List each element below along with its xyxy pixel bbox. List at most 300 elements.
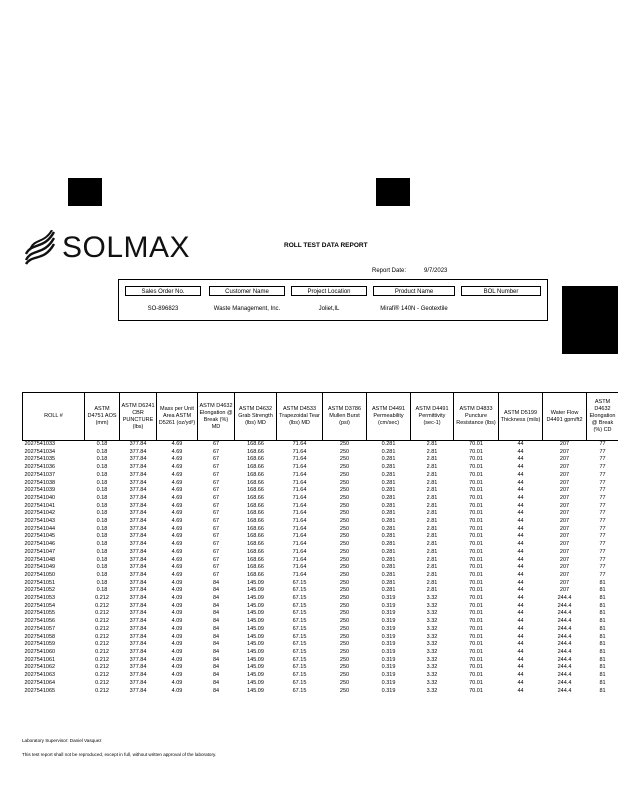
company-logo — [22, 230, 190, 266]
table-cell: 81 — [599, 602, 606, 609]
table-cell: 207 — [559, 564, 570, 571]
table-cell: 250 — [339, 648, 350, 655]
table-cell: 70.01 — [469, 548, 483, 555]
table-cell: 250 — [339, 672, 350, 679]
table-row — [23, 557, 618, 565]
table-cell: 71.64 — [292, 518, 307, 525]
info-project-location — [291, 280, 367, 320]
roll-number-cell: 2027541057 — [24, 625, 56, 632]
table-cell: 4.09 — [171, 672, 183, 679]
table-cell: 250 — [339, 479, 350, 486]
table-cell: 0.18 — [96, 533, 108, 540]
table-cell: 0.281 — [381, 533, 396, 540]
table-cell: 67.15 — [292, 648, 307, 655]
table-cell: 207 — [559, 541, 570, 548]
table-cell: 3.32 — [426, 595, 438, 602]
table-cell: 81 — [599, 595, 606, 602]
table-cell: 44 — [517, 525, 524, 532]
table-cell: 84 — [212, 602, 220, 609]
table-cell: 250 — [339, 687, 350, 694]
roll-number-cell: 2027541038 — [24, 479, 56, 486]
table-cell: 44 — [517, 641, 524, 648]
table-cell: 0.18 — [96, 471, 108, 478]
table-cell: 377.84 — [129, 687, 147, 694]
column-header: ASTM D4632 Elongation @ Break (%) MD — [198, 393, 235, 441]
table-cell: 250 — [339, 633, 350, 640]
table-cell: 0.319 — [381, 625, 396, 632]
table-cell: 77 — [599, 571, 606, 578]
table-cell: 377.84 — [129, 541, 147, 548]
table-cell: 84 — [212, 656, 220, 663]
table-cell: 4.69 — [171, 525, 183, 532]
table-cell: 250 — [339, 625, 350, 632]
table-cell: 2.81 — [426, 587, 438, 594]
table-cell: 2.81 — [426, 541, 438, 548]
table-cell: 250 — [339, 518, 350, 525]
table-cell: 168.66 — [247, 471, 264, 478]
table-cell: 71.64 — [292, 533, 307, 540]
table-cell: 67.15 — [292, 595, 307, 602]
table-cell: 168.66 — [247, 448, 264, 455]
table-cell: 67 — [212, 556, 220, 563]
table-cell: 250 — [339, 510, 350, 517]
table-cell: 3.32 — [426, 602, 438, 609]
table-cell: 0.281 — [381, 487, 396, 494]
table-cell: 84 — [212, 579, 220, 586]
table-cell: 67 — [212, 564, 220, 571]
table-cell: 0.18 — [96, 464, 108, 471]
table-cell: 250 — [339, 487, 350, 494]
table-cell: 0.18 — [96, 448, 108, 455]
table-cell: 70.01 — [469, 587, 483, 594]
table-cell: 377.84 — [129, 633, 147, 640]
table-cell: 250 — [339, 456, 350, 463]
table-cell: 70.01 — [469, 687, 483, 694]
table-cell: 0.281 — [381, 587, 396, 594]
table-cell: 0.281 — [381, 494, 396, 501]
table-cell: 77 — [599, 525, 606, 532]
table-cell: 0.281 — [381, 456, 396, 463]
table-row — [23, 595, 618, 603]
table-cell: 0.319 — [381, 664, 396, 671]
table-cell: 44 — [517, 610, 524, 617]
table-cell: 168.66 — [247, 541, 264, 548]
roll-number-cell: 2027541047 — [24, 548, 56, 555]
roll-number-cell: 2027541052 — [24, 587, 56, 594]
table-cell: 0.212 — [95, 618, 109, 625]
table-cell: 207 — [559, 510, 570, 517]
table-cell: 0.18 — [96, 487, 108, 494]
table-cell: 67 — [212, 518, 220, 525]
table-cell: 70.01 — [469, 656, 483, 663]
table-cell: 2.81 — [426, 571, 438, 578]
table-cell: 84 — [212, 648, 220, 655]
table-cell: 244.4 — [557, 664, 572, 671]
table-cell: 0.18 — [96, 494, 108, 501]
table-cell: 71.64 — [292, 556, 307, 563]
table-cell: 168.66 — [247, 456, 264, 463]
table-cell: 81 — [599, 625, 606, 632]
table-cell: 3.32 — [426, 648, 438, 655]
table-cell: 168.66 — [247, 510, 264, 517]
table-cell: 377.84 — [129, 518, 147, 525]
table-cell: 84 — [212, 610, 220, 617]
table-cell: 207 — [559, 479, 570, 486]
table-cell: 70.01 — [469, 664, 483, 671]
info-product-name — [373, 280, 455, 320]
table-cell: 4.69 — [171, 448, 183, 455]
column-header: ASTM D5199 Thickness (mils) — [499, 393, 543, 441]
table-cell: 244.4 — [557, 656, 572, 663]
table-cell: 44 — [517, 579, 524, 586]
table-cell: 4.69 — [171, 533, 183, 540]
roll-number-cell: 2027541043 — [24, 518, 56, 525]
column-header: ASTM D4491 Permeability (cm/sec) — [367, 393, 411, 441]
table-cell: 207 — [559, 494, 570, 501]
table-cell: 84 — [212, 664, 220, 671]
table-cell: 244.4 — [557, 602, 572, 609]
table-cell: 145.09 — [247, 610, 264, 617]
table-cell: 70.01 — [469, 464, 483, 471]
roll-number-cell: 2027541033 — [24, 441, 56, 447]
table-cell: 44 — [517, 595, 524, 602]
table-cell: 4.69 — [171, 441, 183, 447]
table-cell: 0.319 — [381, 610, 396, 617]
table-cell: 2.81 — [426, 479, 438, 486]
table-cell: 70.01 — [469, 525, 483, 532]
table-cell: 377.84 — [129, 679, 147, 686]
table-cell: 0.212 — [95, 664, 109, 671]
table-cell: 0.18 — [96, 571, 108, 578]
table-cell: 2.81 — [426, 548, 438, 555]
table-cell: 377.84 — [129, 672, 147, 679]
table-cell: 81 — [599, 648, 606, 655]
table-cell: 0.281 — [381, 579, 396, 586]
table-cell: 2.81 — [426, 564, 438, 571]
table-cell: 0.281 — [381, 510, 396, 517]
table-cell: 168.66 — [247, 441, 264, 447]
table-cell: 70.01 — [469, 441, 483, 447]
roll-number-cell: 2027541062 — [24, 664, 56, 671]
table-cell: 44 — [517, 625, 524, 632]
table-cell: 67.15 — [292, 610, 307, 617]
table-cell: 44 — [517, 548, 524, 555]
table-cell: 4.09 — [171, 687, 183, 694]
table-cell: 145.09 — [247, 679, 264, 686]
table-cell: 3.32 — [426, 610, 438, 617]
table-cell: 377.84 — [129, 494, 147, 501]
table-cell: 67 — [212, 525, 220, 532]
table-cell: 71.64 — [292, 571, 307, 578]
table-cell: 77 — [599, 533, 606, 540]
table-cell: 0.319 — [381, 656, 396, 663]
table-cell: 0.319 — [381, 633, 396, 640]
info-value: SO-896823 — [147, 306, 179, 313]
table-cell: 44 — [517, 679, 524, 686]
table-cell: 0.212 — [95, 610, 109, 617]
table-cell: 250 — [339, 618, 350, 625]
table-cell: 44 — [517, 587, 524, 594]
roll-number-cell: 2027541060 — [24, 648, 56, 655]
table-cell: 77 — [599, 479, 606, 486]
table-cell: 84 — [212, 679, 220, 686]
table-cell: 81 — [599, 618, 606, 625]
roll-number-cell: 2027541049 — [24, 564, 56, 571]
table-cell: 4.69 — [171, 502, 183, 509]
table-cell: 71.64 — [292, 479, 307, 486]
table-cell: 377.84 — [129, 571, 147, 578]
table-cell: 207 — [559, 571, 570, 578]
table-cell: 71.64 — [292, 448, 307, 455]
table-cell: 377.84 — [129, 656, 147, 663]
table-cell: 145.09 — [247, 641, 264, 648]
table-cell: 4.69 — [171, 518, 183, 525]
table-cell: 71.64 — [292, 456, 307, 463]
table-cell: 207 — [559, 502, 570, 509]
table-cell: 70.01 — [469, 602, 483, 609]
table-cell: 3.32 — [426, 625, 438, 632]
info-value — [461, 301, 541, 319]
roll-number-cell: 2027541053 — [24, 595, 56, 602]
table-cell: 0.319 — [381, 595, 396, 602]
table-cell: 67.15 — [292, 633, 307, 640]
info-value: Joliet,IL — [318, 306, 340, 313]
table-cell: 377.84 — [129, 641, 147, 648]
table-cell: 0.18 — [96, 587, 108, 594]
table-cell: 377.84 — [129, 456, 147, 463]
table-cell: 145.09 — [247, 602, 264, 609]
table-cell: 44 — [517, 494, 524, 501]
table-row — [23, 603, 618, 611]
table-cell: 0.18 — [96, 518, 108, 525]
table-cell: 377.84 — [129, 502, 147, 509]
table-cell: 0.281 — [381, 556, 396, 563]
info-header: Project Location — [291, 286, 367, 296]
table-cell: 70.01 — [469, 502, 483, 509]
table-cell: 77 — [599, 441, 606, 447]
table-cell: 67.15 — [292, 679, 307, 686]
column-header: ASTM D3786 Mullen Burst (psi) — [323, 393, 367, 441]
roll-number-cell: 2027541046 — [24, 541, 56, 548]
table-cell: 44 — [517, 502, 524, 509]
column-header: ROLL # — [23, 393, 85, 441]
table-cell: 4.09 — [171, 656, 183, 663]
table-cell: 4.09 — [171, 625, 183, 632]
table-cell: 77 — [599, 494, 606, 501]
table-cell: 0.212 — [95, 641, 109, 648]
table-cell: 44 — [517, 487, 524, 494]
table-cell: 4.09 — [171, 664, 183, 671]
table-cell: 81 — [599, 587, 606, 594]
table-cell: 0.18 — [96, 525, 108, 532]
table-cell: 70.01 — [469, 672, 483, 679]
table-cell: 70.01 — [469, 610, 483, 617]
table-row — [23, 472, 618, 480]
table-cell: 168.66 — [247, 525, 264, 532]
table-cell: 67.15 — [292, 656, 307, 663]
table-cell: 244.4 — [557, 625, 572, 632]
table-cell: 70.01 — [469, 456, 483, 463]
table-cell: 4.69 — [171, 479, 183, 486]
table-cell: 377.84 — [129, 587, 147, 594]
table-cell: 67 — [212, 487, 220, 494]
table-row — [23, 549, 618, 557]
table-cell: 70.01 — [469, 579, 483, 586]
table-cell: 207 — [559, 448, 570, 455]
table-cell: 2.81 — [426, 494, 438, 501]
table-cell: 77 — [599, 518, 606, 525]
table-cell: 77 — [599, 487, 606, 494]
table-row — [23, 564, 618, 572]
table-cell: 67.15 — [292, 625, 307, 632]
table-cell: 145.09 — [247, 648, 264, 655]
table-cell: 70.01 — [469, 595, 483, 602]
table-row — [23, 518, 618, 526]
roll-number-cell: 2027541065 — [24, 687, 56, 694]
table-cell: 0.212 — [95, 602, 109, 609]
table-cell: 81 — [599, 610, 606, 617]
table-cell: 0.212 — [95, 679, 109, 686]
table-cell: 244.4 — [557, 679, 572, 686]
table-cell: 67.15 — [292, 579, 307, 586]
table-cell: 2.81 — [426, 456, 438, 463]
table-cell: 377.84 — [129, 579, 147, 586]
table-cell: 0.319 — [381, 641, 396, 648]
table-cell: 0.18 — [96, 556, 108, 563]
roll-number-cell: 2027541061 — [24, 656, 56, 663]
table-cell: 2.81 — [426, 448, 438, 455]
roll-number-cell: 2027541063 — [24, 672, 56, 679]
report-date — [372, 268, 447, 274]
table-cell: 0.18 — [96, 510, 108, 517]
table-cell: 4.09 — [171, 595, 183, 602]
info-customer-name — [209, 280, 285, 320]
table-cell: 81 — [599, 672, 606, 679]
table-cell: 2.81 — [426, 487, 438, 494]
table-cell: 84 — [212, 587, 220, 594]
table-cell: 4.69 — [171, 564, 183, 571]
table-row — [23, 510, 618, 518]
table-row — [23, 526, 618, 534]
table-cell: 250 — [339, 641, 350, 648]
table-row — [23, 634, 618, 642]
table-cell: 0.281 — [381, 448, 396, 455]
table-row — [23, 641, 618, 649]
table-cell: 70.01 — [469, 571, 483, 578]
table-row — [23, 533, 618, 541]
roll-number-cell: 2027541059 — [24, 641, 56, 648]
column-header: ASTM D4632 Elongation @ Break (%) CD — [587, 393, 618, 441]
table-cell: 250 — [339, 525, 350, 532]
roll-number-cell: 2027541041 — [24, 502, 56, 509]
table-cell: 377.84 — [129, 441, 147, 447]
table-cell: 377.84 — [129, 556, 147, 563]
table-cell: 70.01 — [469, 564, 483, 571]
table-cell: 0.18 — [96, 579, 108, 586]
table-row — [23, 618, 618, 626]
table-cell: 4.09 — [171, 587, 183, 594]
table-cell: 77 — [599, 541, 606, 548]
table-cell: 77 — [599, 564, 606, 571]
table-cell: 2.81 — [426, 518, 438, 525]
table-cell: 0.212 — [95, 633, 109, 640]
table-cell: 207 — [559, 579, 570, 586]
table-cell: 2.81 — [426, 579, 438, 586]
table-cell: 0.18 — [96, 548, 108, 555]
table-cell: 70.01 — [469, 518, 483, 525]
table-row — [23, 626, 618, 634]
info-value: Mirafi® 140N - Geotextile — [380, 306, 448, 313]
table-row — [23, 464, 618, 472]
table-cell: 81 — [599, 687, 606, 694]
roll-number-cell: 2027541037 — [24, 471, 56, 478]
table-cell: 377.84 — [129, 595, 147, 602]
table-cell: 4.69 — [171, 510, 183, 517]
table-cell: 44 — [517, 656, 524, 663]
solmax-swirl-icon — [22, 230, 58, 266]
table-cell: 67 — [212, 479, 220, 486]
table-cell: 77 — [599, 471, 606, 478]
table-cell: 77 — [599, 456, 606, 463]
table-cell: 4.09 — [171, 648, 183, 655]
table-row — [23, 487, 618, 495]
roll-number-cell: 2027541056 — [24, 618, 56, 625]
table-cell: 81 — [599, 679, 606, 686]
table-cell: 2.81 — [426, 556, 438, 563]
table-row — [23, 688, 618, 696]
table-cell: 71.64 — [292, 464, 307, 471]
roll-number-cell: 2027541045 — [24, 533, 56, 540]
roll-number-cell: 2027541039 — [24, 487, 56, 494]
table-cell: 44 — [517, 602, 524, 609]
table-cell: 377.84 — [129, 525, 147, 532]
table-cell: 0.18 — [96, 456, 108, 463]
table-cell: 71.64 — [292, 548, 307, 555]
table-cell: 250 — [339, 441, 350, 447]
table-row — [23, 541, 618, 549]
roll-number-cell: 2027541050 — [24, 571, 56, 578]
table-cell: 3.32 — [426, 641, 438, 648]
roll-number-cell: 2027541042 — [24, 510, 56, 517]
column-header: ASTM D6241 CBR PUNCTURE (lbs) — [120, 393, 157, 441]
table-cell: 70.01 — [469, 679, 483, 686]
table-cell: 250 — [339, 502, 350, 509]
table-cell: 0.212 — [95, 672, 109, 679]
table-cell: 0.281 — [381, 571, 396, 578]
table-cell: 4.69 — [171, 471, 183, 478]
info-header: BOL Number — [461, 286, 541, 296]
table-cell: 70.01 — [469, 541, 483, 548]
info-header: Sales Order No. — [125, 286, 201, 296]
table-cell: 44 — [517, 518, 524, 525]
table-cell: 84 — [212, 687, 220, 694]
table-row — [23, 664, 618, 672]
table-cell: 0.212 — [95, 625, 109, 632]
table-cell: 377.84 — [129, 618, 147, 625]
table-cell: 207 — [559, 471, 570, 478]
table-cell: 250 — [339, 610, 350, 617]
table-cell: 377.84 — [129, 648, 147, 655]
table-cell: 377.84 — [129, 510, 147, 517]
table-cell: 244.4 — [557, 633, 572, 640]
table-cell: 70.01 — [469, 556, 483, 563]
table-cell: 0.319 — [381, 618, 396, 625]
table-cell: 44 — [517, 541, 524, 548]
table-cell: 250 — [339, 548, 350, 555]
column-header: Water Flow D4491 gpm/ft2 — [543, 393, 587, 441]
column-header: ASTM D4533 Trapezoidal Tear (lbs) MD — [277, 393, 323, 441]
table-cell: 250 — [339, 595, 350, 602]
